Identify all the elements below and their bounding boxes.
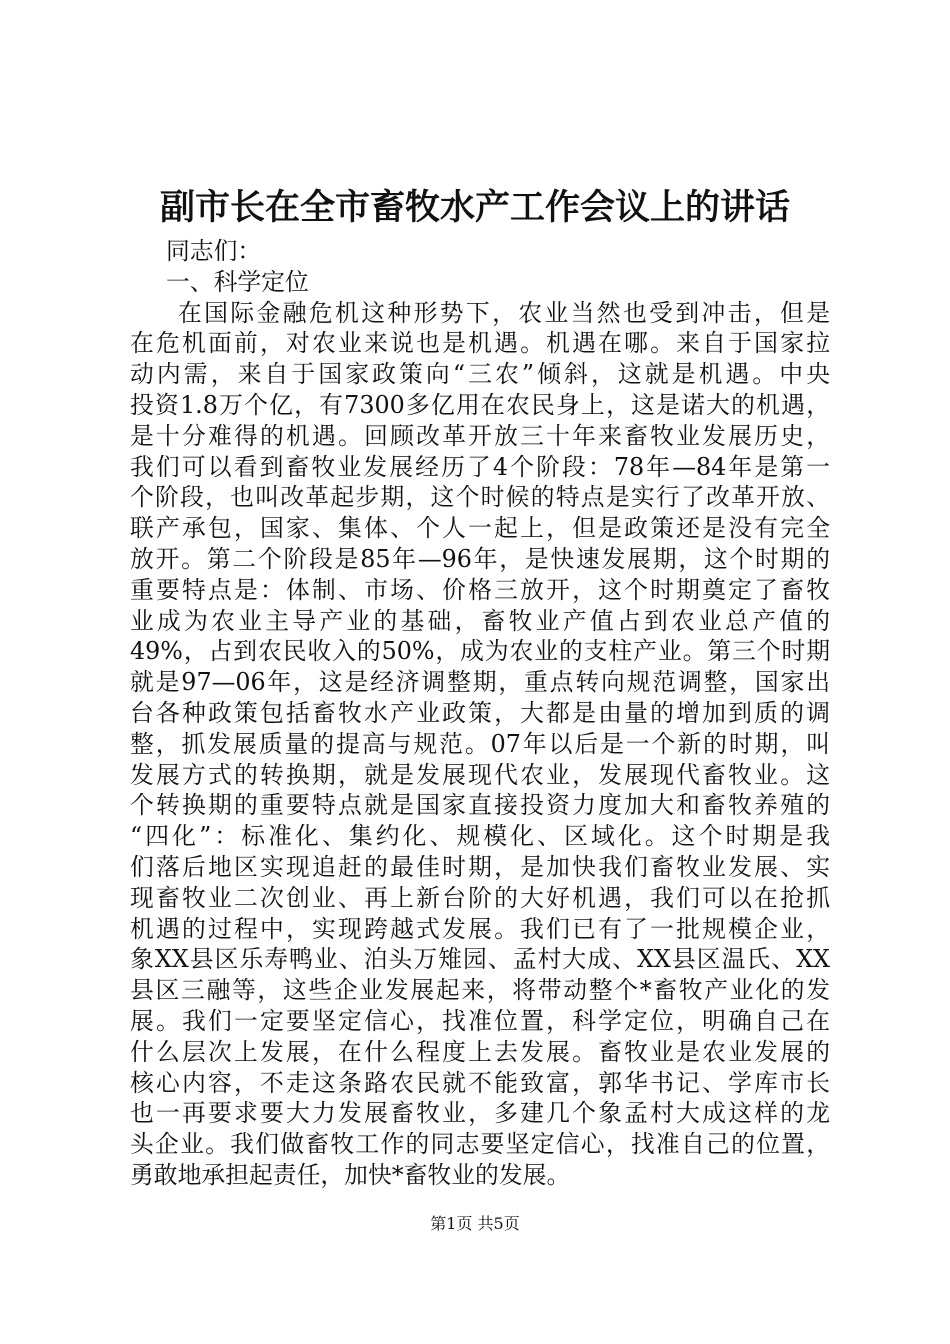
paragraph-line: 就是97—06年，这是经济调整期，重点转向规范调整，国家出 [130, 668, 830, 697]
paragraph-line: 在危机面前，对农业来说也是机遇。机遇在哪。来自于国家拉 [130, 329, 830, 358]
section-heading: 一、科学定位 [166, 267, 309, 296]
paragraph-line: 个转换期的重要特点就是国家直接投资力度加大和畜牧养殖的 [130, 791, 830, 820]
paragraph-line: 在国际金融危机这种形势下，农业当然也受到冲击，但是 [178, 298, 830, 327]
paragraph-line: 个阶段，也叫改革起步期，这个时候的特点是实行了改革开放、 [130, 483, 830, 512]
paragraph-line: 发展方式的转换期，就是发展现代农业，发展现代畜牧业。这 [130, 760, 830, 789]
page-footer: 第1页 共5页 [430, 1214, 520, 1233]
paragraph-line: 台各种政策包括畜牧水产业政策，大都是由量的增加到质的调 [130, 698, 830, 727]
paragraph-line: 也一再要求要大力发展畜牧业，多建几个象孟村大成这样的龙 [130, 1099, 830, 1128]
paragraph-line: 现畜牧业二次创业、再上新台阶的大好机遇，我们可以在抢抓 [130, 883, 830, 912]
paragraph-line: 县区三融等，这些企业发展起来，将带动整个*畜牧产业化的发 [130, 976, 830, 1005]
salutation: 同志们： [166, 237, 262, 265]
paragraph-line: “四化”：标准化、集约化、规模化、区域化。这个时期是我 [130, 822, 830, 851]
paragraph-line: 展。我们一定要坚定信心，找准位置，科学定位，明确自己在 [130, 1006, 830, 1035]
paragraph-line: 头企业。我们做畜牧工作的同志要坚定信心，找准自己的位置， [130, 1130, 830, 1159]
paragraph-line: 整，抓发展质量的提高与规范。07年以后是一个新的时期，叫 [130, 729, 830, 758]
paragraph-line: 勇敢地承担起责任，加快*畜牧业的发展。 [130, 1160, 571, 1189]
paragraph-line: 象XX县区乐寿鸭业、泊头万雉园、孟村大成、XX县区温氏、XX [130, 945, 830, 974]
paragraph-line: 投资1.8万个亿，有7300多亿用在农民身上，这是诺大的机遇， [130, 390, 830, 419]
paragraph-line: 核心内容，不走这条路农民就不能致富，郭华书记、学库市长 [130, 1068, 830, 1097]
paragraph-line: 联产承包，国家、集体、个人一起上，但是政策还是没有完全 [130, 514, 830, 543]
paragraph [130, 298, 830, 1191]
paragraph-line: 放开。第二个阶段是85年—96年，是快速发展期，这个时期的 [130, 544, 830, 573]
paragraph-line: 机遇的过程中，实现跨越式发展。我们已有了一批规模企业， [130, 914, 830, 943]
paragraph-line: 49%，占到农民收入的50%，成为农业的支柱产业。第三个时期 [130, 637, 830, 666]
paragraph-line: 什么层次上发展，在什么程度上去发展。畜牧业是农业发展的 [130, 1037, 830, 1066]
document-body [130, 236, 830, 1191]
paragraph-line: 们落后地区实现追赶的最佳时期，是加快我们畜牧业发展、实 [130, 852, 830, 881]
paragraph-line: 业成为农业主导产业的基础，畜牧业产值占到农业总产值的 [130, 606, 830, 635]
paragraph-line: 重要特点是：体制、市场、价格三放开，这个时期奠定了畜牧 [130, 575, 830, 604]
paragraph-line: 动内需，来自于国家政策向“三农”倾斜，这就是机遇。中央 [130, 360, 830, 389]
paragraph-line: 我们可以看到畜牧业发展经历了4个阶段：78年—84年是第一 [130, 452, 830, 481]
paragraph-line: 是十分难得的机遇。回顾改革开放三十年来畜牧业发展历史， [130, 421, 830, 450]
document-title: 副市长在全市畜牧水产工作会议上的讲话 [159, 187, 790, 228]
